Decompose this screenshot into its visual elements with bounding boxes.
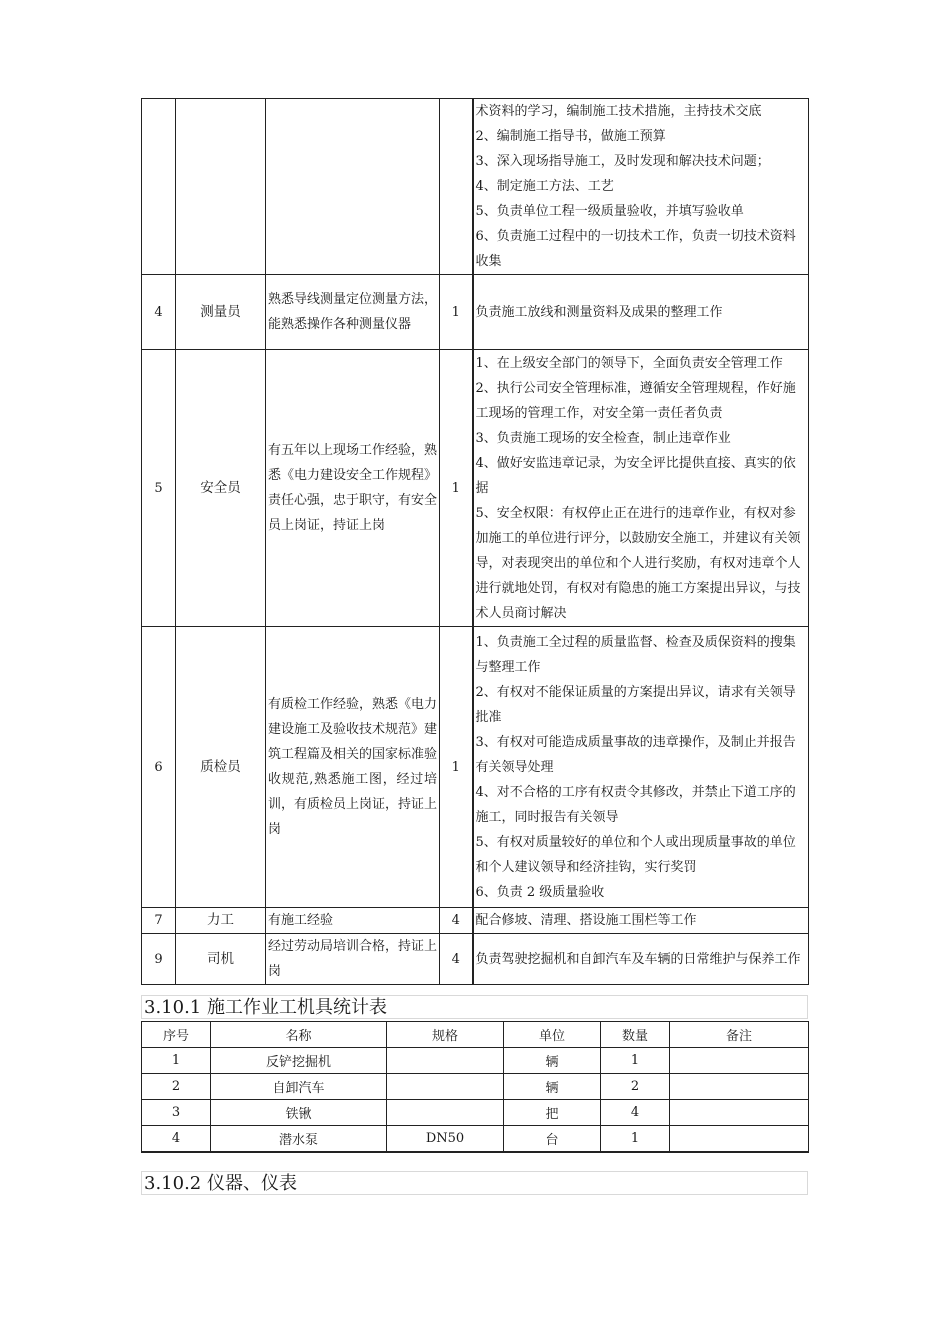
tools-header-row xyxy=(142,1022,809,1048)
personnel-row xyxy=(142,99,809,275)
tools-cell xyxy=(387,1100,504,1126)
qualification-text xyxy=(266,99,440,275)
tools-cell: 4 xyxy=(601,1100,670,1126)
tools-cell: DN50 xyxy=(387,1126,504,1153)
header-cell: 序号 xyxy=(142,1022,211,1048)
tools-cell xyxy=(387,1074,504,1100)
role-name: 质检员 xyxy=(176,627,266,908)
personnel-row xyxy=(142,934,809,985)
tools-cell xyxy=(670,1100,809,1126)
role-name xyxy=(176,99,266,275)
headcount: 4 xyxy=(440,934,473,985)
duty-item: 2、编制施工指导书，做施工预算 xyxy=(475,129,666,144)
headcount: 1 xyxy=(440,275,473,350)
qualification-text: 经过劳动局培训合格，持证上岗 xyxy=(266,934,440,985)
duty-item: 5、有权对质量较好的单位和个人或出现质量事故的单位和个人建议领导和经济挂钩，实行奖罚 xyxy=(475,834,796,875)
tools-cell: 2 xyxy=(601,1074,670,1100)
tools-cell: 3 xyxy=(142,1100,211,1126)
duty-item: 6、负责 2 级质量验收 xyxy=(475,884,605,900)
duty-item: 2、执行公司安全管理标准，遵循安全管理规程，作好施工现场的管理工作，对安全第一责任者负责 xyxy=(475,380,796,421)
tools-cell xyxy=(670,1074,809,1100)
row-number: 5 xyxy=(142,350,176,627)
tools-row xyxy=(142,1100,809,1126)
tools-cell: 潜水泵 xyxy=(211,1126,387,1153)
tools-cell: 台 xyxy=(504,1126,601,1153)
role-name: 力工 xyxy=(176,908,266,934)
tools-cell: 辆 xyxy=(504,1048,601,1074)
tools-cell: 铁锹 xyxy=(211,1100,387,1126)
personnel-row xyxy=(142,275,809,350)
personnel-row xyxy=(142,627,809,908)
header-cell: 规格 xyxy=(387,1022,504,1048)
header-cell: 单位 xyxy=(504,1022,601,1048)
duty-item: 5、负责单位工程一级质量验收，并填写验收单 xyxy=(475,204,744,219)
tools-cell: 2 xyxy=(142,1074,211,1100)
duties-cell xyxy=(473,350,809,627)
role-name: 安全员 xyxy=(176,350,266,627)
tools-row xyxy=(142,1074,809,1100)
personnel-table xyxy=(141,98,809,985)
duties-cell xyxy=(473,908,809,934)
section-heading-instruments: 3.10.2 仪器、仪表 xyxy=(141,1171,808,1195)
tools-cell: 辆 xyxy=(504,1074,601,1100)
tools-cell: 1 xyxy=(601,1126,670,1153)
duty-item: 术资料的学习，编制施工技术措施，主持技术交底 xyxy=(475,104,762,119)
row-number: 6 xyxy=(142,627,176,908)
role-name: 测量员 xyxy=(176,275,266,350)
header-cell: 数量 xyxy=(601,1022,670,1048)
duty-item: 1、负责施工全过程的质量监督、检查及质保资料的搜集与整理工作 xyxy=(475,634,796,675)
duties-cell xyxy=(473,627,809,908)
duties-cell xyxy=(473,934,809,985)
duty-item: 负责驾驶挖掘机和自卸汽车及车辆的日常维护与保养工作 xyxy=(475,951,801,967)
section-heading-tools: 3.10.1 施工作业工机具统计表 xyxy=(141,995,808,1019)
headcount: 4 xyxy=(440,908,473,934)
qualification-text: 熟悉导线测量定位测量方法，能熟悉操作各种测量仪器 xyxy=(266,275,440,350)
row-number: 9 xyxy=(142,934,176,985)
qualification-text: 有质检工作经验，熟悉《电力建设施工及验收技术规范》建筑工程篇及相关的国家标准验收规范,熟悉施工图，经过培训，有质检员上岗证，持证上岗 xyxy=(266,627,440,908)
personnel-row xyxy=(142,908,809,934)
duty-item: 3、负责施工现场的安全检查，制止违章作业 xyxy=(475,430,731,446)
tools-cell: 反铲挖掘机 xyxy=(211,1048,387,1074)
headcount: 1 xyxy=(440,627,473,908)
duty-item: 3、有权对可能造成质量事故的违章操作，及制止并报告有关领导处理 xyxy=(475,734,796,775)
header-cell: 名称 xyxy=(211,1022,387,1048)
role-name: 司机 xyxy=(176,934,266,985)
duty-item: 6、负责施工过程中的一切技术工作，负责一切技术资料收集 xyxy=(475,229,796,269)
duty-item: 负责施工放线和测量资料及成果的整理工作 xyxy=(475,304,723,320)
tools-cell xyxy=(670,1126,809,1153)
duty-item: 2、有权对不能保证质量的方案提出异议，请求有关领导批准 xyxy=(475,684,796,725)
duties-cell xyxy=(473,99,809,275)
duty-item: 3、深入现场指导施工，及时发现和解决技术问题； xyxy=(475,154,770,169)
tools-cell xyxy=(670,1048,809,1074)
tools-table xyxy=(141,1021,809,1153)
duties-cell xyxy=(473,275,809,350)
tools-cell xyxy=(387,1048,504,1074)
tools-row xyxy=(142,1126,809,1153)
personnel-row xyxy=(142,350,809,627)
row-number xyxy=(142,99,176,275)
duty-item: 4、做好安监违章记录，为安全评比提供直接、真实的依据 xyxy=(475,455,796,496)
row-number: 7 xyxy=(142,908,176,934)
qualification-text: 有施工经验 xyxy=(266,908,440,934)
tools-cell: 1 xyxy=(142,1048,211,1074)
headcount xyxy=(440,99,473,275)
qualification-text: 有五年以上现场工作经验，熟悉《电力建设安全工作规程》责任心强，忠于职守，有安全员上岗证，持证上岗 xyxy=(266,350,440,627)
tools-cell: 把 xyxy=(504,1100,601,1126)
tools-row xyxy=(142,1048,809,1074)
tools-cell: 1 xyxy=(601,1048,670,1074)
duty-item: 配合修坡、清理、搭设施工围栏等工作 xyxy=(475,913,697,928)
duty-item: 5、安全权限：有权停止正在进行的违章作业，有权对参加施工的单位进行评分，以鼓励安全施工，并建议有关领导，对表现突出的单位和个人进行奖励，有权对违章个人进行就地处罚，有权对有隐患的施工方案提出异议，与技术人员商讨解决 xyxy=(475,505,801,621)
tools-cell: 4 xyxy=(142,1126,211,1153)
duty-item: 4、制定施工方法、工艺 xyxy=(475,179,614,194)
duty-item: 1、在上级安全部门的领导下，全面负责安全管理工作 xyxy=(475,355,783,371)
duty-item: 4、对不合格的工序有权责令其修改，并禁止下道工序的施工，同时报告有关领导 xyxy=(475,784,796,825)
headcount: 1 xyxy=(440,350,473,627)
row-number: 4 xyxy=(142,275,176,350)
header-cell: 备注 xyxy=(670,1022,809,1048)
tools-cell: 自卸汽车 xyxy=(211,1074,387,1100)
